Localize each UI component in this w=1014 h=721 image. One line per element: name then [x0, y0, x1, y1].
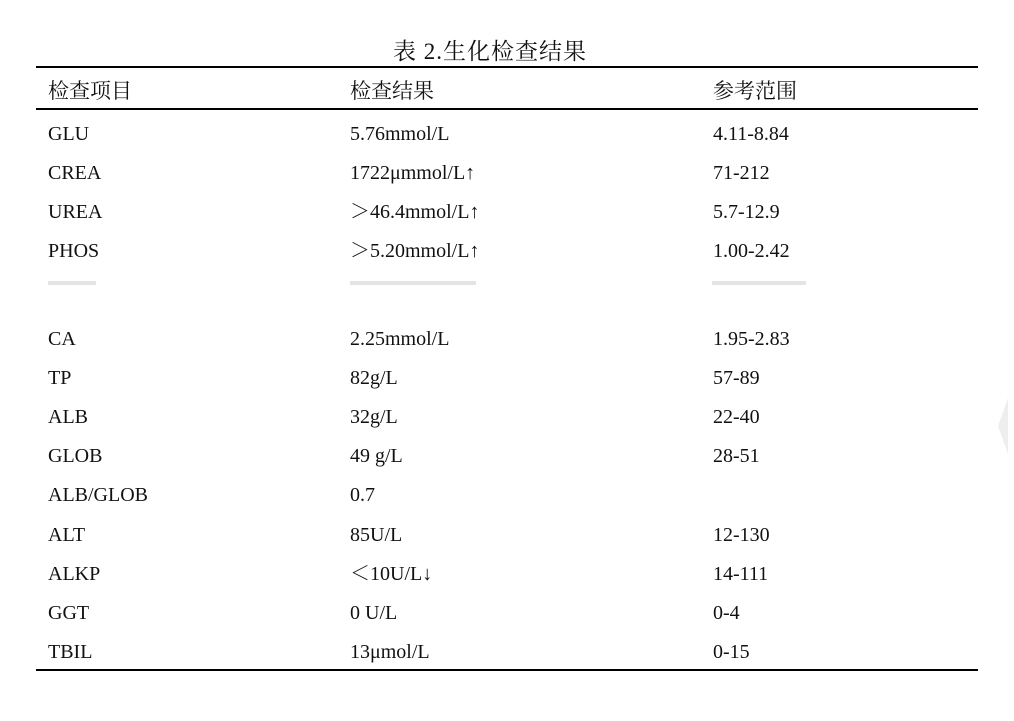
result-cell: ＜10U/L↓ [350, 563, 433, 585]
table-row [0, 480, 1014, 510]
table-header-row [0, 76, 1014, 106]
item-cell: ALKP [48, 563, 101, 585]
table-row [0, 520, 1014, 550]
item-cell: GGT [48, 602, 90, 624]
result-cell: 0.7 [350, 484, 375, 506]
range-cell: 28-51 [713, 445, 760, 467]
top-rule [36, 66, 978, 68]
table-row [0, 119, 1014, 149]
table-row [0, 236, 1014, 266]
result-cell: 82g/L [350, 367, 398, 389]
range-cell: 57-89 [713, 367, 760, 389]
item-cell: CA [48, 328, 76, 350]
range-cell: 1.95-2.83 [713, 328, 790, 350]
page-break-artifact [36, 281, 978, 285]
table-row [0, 158, 1014, 188]
range-cell: 1.00-2.42 [713, 240, 790, 262]
range-cell: 4.11-8.84 [713, 123, 789, 145]
range-cell: 12-130 [713, 524, 770, 546]
column-header-item: 检查项目 [48, 79, 132, 103]
item-cell: GLOB [48, 445, 103, 467]
result-cell: 5.76mmol/L [350, 123, 450, 145]
result-cell: ＞5.20mmol/L↑ [350, 240, 480, 262]
item-cell: ALT [48, 524, 86, 546]
result-cell: 32g/L [350, 406, 398, 428]
table-row [0, 324, 1014, 354]
table-row [0, 402, 1014, 432]
item-cell: CREA [48, 162, 102, 184]
range-cell: 14-111 [713, 563, 769, 585]
result-cell: 2.25mmol/L [350, 328, 450, 350]
range-cell: 22-40 [713, 406, 760, 428]
header-rule [36, 108, 978, 110]
range-cell: 5.7-12.9 [713, 201, 780, 223]
edge-artifact [998, 398, 1008, 454]
result-cell: 85U/L [350, 524, 403, 546]
table-row [0, 598, 1014, 628]
result-cell: 13μmol/L [350, 641, 430, 663]
table-row [0, 637, 1014, 667]
item-cell: TP [48, 367, 72, 389]
table-title: 表 2.生化检查结果 [393, 39, 587, 64]
range-cell: 71-212 [713, 162, 770, 184]
bottom-rule [36, 669, 978, 671]
item-cell: ALB/GLOB [48, 484, 148, 506]
result-cell: ＞46.4mmol/L↑ [350, 201, 480, 223]
column-header-range: 参考范围 [713, 79, 797, 103]
result-cell: 1722μmmol/L↑ [350, 162, 476, 184]
table-row [0, 559, 1014, 589]
table-row [0, 441, 1014, 471]
item-cell: ALB [48, 406, 88, 428]
item-cell: UREA [48, 201, 103, 223]
item-cell: GLU [48, 123, 90, 145]
range-cell: 0-15 [713, 641, 750, 663]
range-cell: 0-4 [713, 602, 740, 624]
result-cell: 49 g/L [350, 445, 403, 467]
item-cell: TBIL [48, 641, 93, 663]
table-row [0, 197, 1014, 227]
table-row [0, 363, 1014, 393]
column-header-result: 检查结果 [350, 79, 434, 103]
result-cell: 0 U/L [350, 602, 398, 624]
item-cell: PHOS [48, 240, 100, 262]
